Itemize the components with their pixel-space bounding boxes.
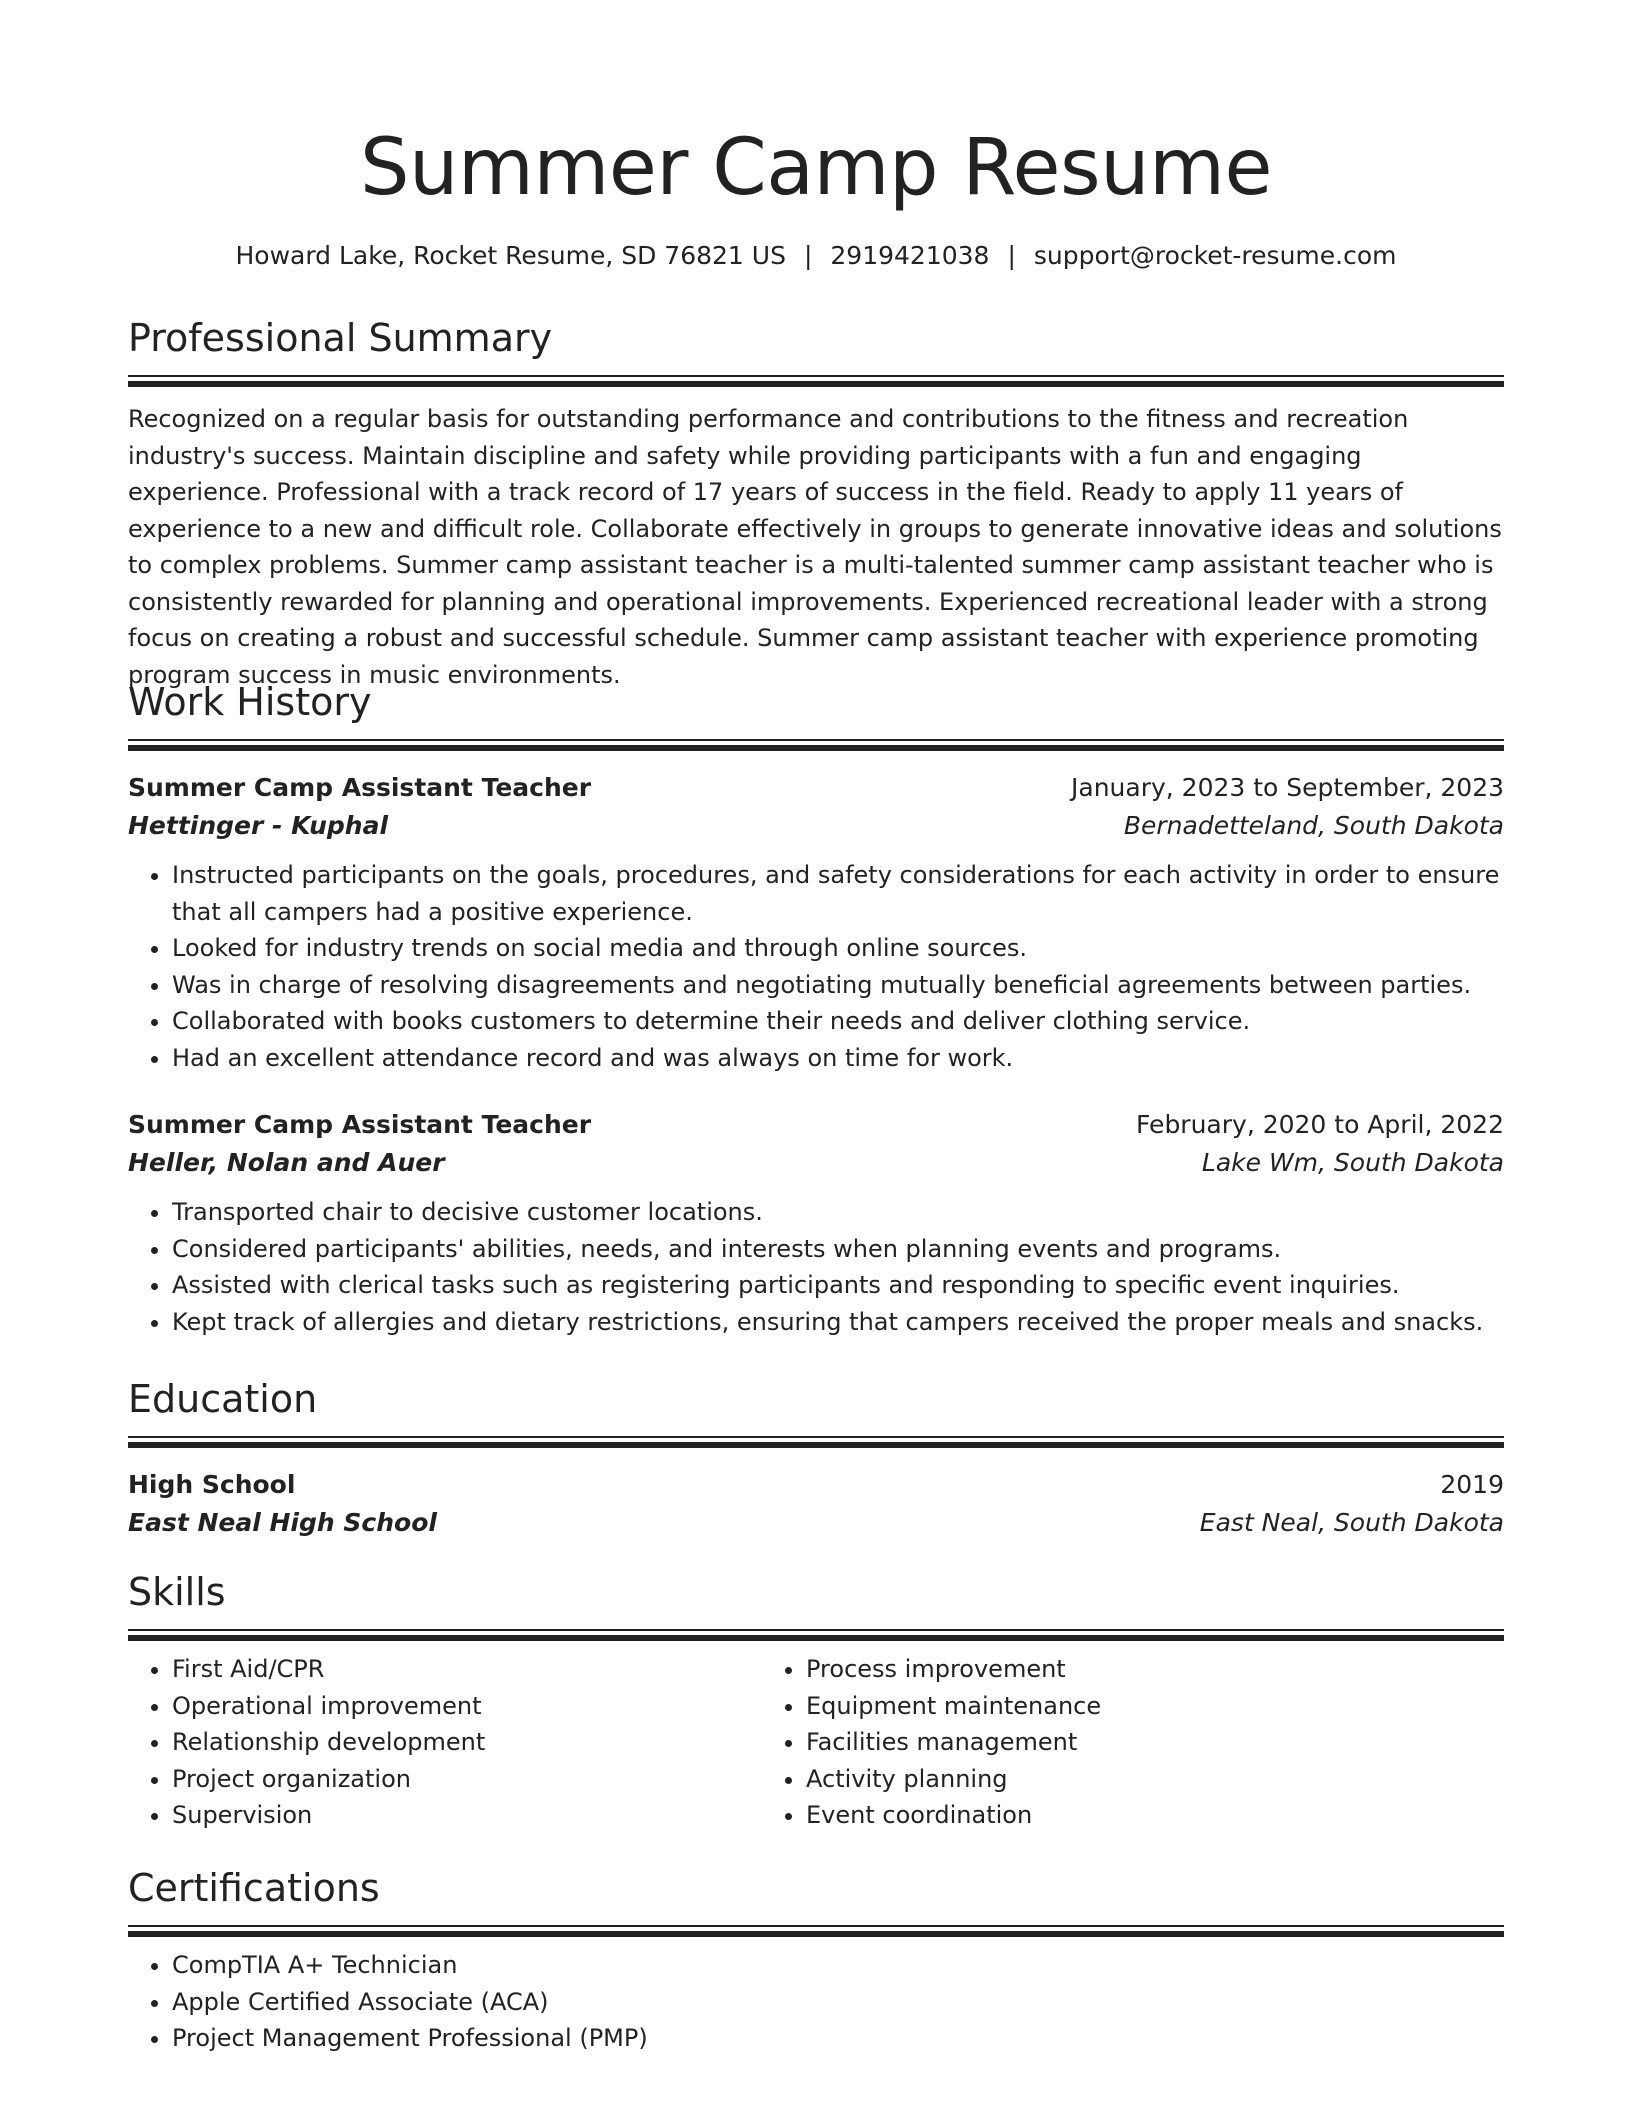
list-item: • Instructed participants on the goals, procedures, and safety considerations for each activity in order to ensure that all campers had a positive experience. bbox=[172, 857, 1504, 930]
list-item: • Had an excellent attendance record and was always on time for work. bbox=[172, 1040, 1504, 1077]
education-section bbox=[128, 1374, 1504, 1542]
section-rule-thick bbox=[128, 1635, 1504, 1641]
section-rule bbox=[128, 1925, 1504, 1927]
job-company: Heller, Nolan and Auer bbox=[128, 1148, 445, 1177]
section-rule bbox=[128, 1436, 1504, 1438]
job-title: Summer Camp Assistant Teacher bbox=[128, 773, 592, 802]
skills-grid bbox=[128, 1651, 1504, 1834]
education-entry bbox=[128, 1466, 1504, 1542]
education-year: 2019 bbox=[1440, 1470, 1504, 1499]
list-item: • Apple Certified Associate (ACA) bbox=[172, 1984, 1504, 2021]
section-heading: Education bbox=[128, 1377, 318, 1421]
skills-list-right bbox=[762, 1651, 1440, 1834]
job-bullets bbox=[128, 857, 1504, 1076]
contact-line bbox=[128, 238, 1504, 274]
list-item: • Supervision bbox=[172, 1797, 762, 1834]
education-subheader bbox=[128, 1504, 1504, 1542]
section-rule-thick bbox=[128, 1931, 1504, 1937]
work-history-section bbox=[128, 677, 1504, 1340]
job-title: Summer Camp Assistant Teacher bbox=[128, 1110, 592, 1139]
list-item: • Kept track of allergies and dietary restrictions, ensuring that campers received the proper meals and snacks. bbox=[172, 1304, 1504, 1341]
section-heading: Work History bbox=[128, 680, 372, 724]
list-item: • Process improvement bbox=[806, 1651, 1440, 1688]
skills-list-left bbox=[128, 1651, 762, 1834]
list-item: • Event coordination bbox=[806, 1797, 1440, 1834]
summary-section bbox=[128, 313, 1504, 693]
job-header bbox=[128, 1106, 1504, 1144]
job-dates: January, 2023 to September, 2023 bbox=[1071, 773, 1504, 802]
list-item: • CompTIA A+ Technician bbox=[172, 1947, 1504, 1984]
job-header bbox=[128, 769, 1504, 807]
certifications-list bbox=[128, 1947, 1504, 2057]
list-item: • Project Management Professional (PMP) bbox=[172, 2020, 1504, 2057]
list-item: • Project organization bbox=[172, 1761, 762, 1798]
section-rule bbox=[128, 739, 1504, 741]
contact-phone: 2919421038 bbox=[830, 241, 990, 270]
list-item: • Assisted with clerical tasks such as registering participants and responding to specific event inquiries. bbox=[172, 1267, 1504, 1304]
section-heading: Skills bbox=[128, 1570, 226, 1614]
section-heading: Professional Summary bbox=[128, 316, 553, 360]
list-item: • Facilities management bbox=[806, 1724, 1440, 1761]
job-dates: February, 2020 to April, 2022 bbox=[1136, 1110, 1504, 1139]
list-item: • Relationship development bbox=[172, 1724, 762, 1761]
education-school: East Neal High School bbox=[128, 1508, 437, 1537]
job-subheader bbox=[128, 807, 1504, 845]
education-location: East Neal, South Dakota bbox=[1199, 1508, 1504, 1537]
contact-separator: | bbox=[1007, 241, 1016, 270]
contact-email: support@rocket-resume.com bbox=[1033, 241, 1397, 270]
job-entry bbox=[128, 769, 1504, 1076]
list-item: • Transported chair to decisive customer locations. bbox=[172, 1194, 1504, 1231]
section-rule bbox=[128, 1629, 1504, 1631]
certifications-section bbox=[128, 1863, 1504, 2057]
summary-text: Recognized on a regular basis for outstanding performance and contributions to the fitness and recreation industry's success. Maintain discipline and safety while providing participants with a fun and engaging experience. Professional with a track record of 17 years of success in the field. Ready to apply 11 years of experience to a new and difficult role. Collaborate effectively in groups to generate innovative ideas and solutions to complex problems. Summer camp assistant teacher is a multi-talented summer camp assistant teacher who is consistently rewarded for planning and operational improvements. Experienced recreational leader with a strong focus on creating a robust and successful schedule. Summer camp assistant teacher with experience promoting program success in music environments. bbox=[128, 405, 1502, 689]
section-rule-thick bbox=[128, 745, 1504, 751]
list-item: • First Aid/CPR bbox=[172, 1651, 762, 1688]
section-heading: Certifications bbox=[128, 1866, 380, 1910]
job-subheader bbox=[128, 1144, 1504, 1182]
job-entry bbox=[128, 1106, 1504, 1340]
list-item: • Equipment maintenance bbox=[806, 1688, 1440, 1725]
resume-title: Summer Camp Resume bbox=[359, 123, 1273, 213]
list-item: • Operational improvement bbox=[172, 1688, 762, 1725]
section-rule-thick bbox=[128, 381, 1504, 387]
education-degree: High School bbox=[128, 1470, 296, 1499]
list-item: • Collaborated with books customers to determine their needs and deliver clothing service. bbox=[172, 1003, 1504, 1040]
job-location: Lake Wm, South Dakota bbox=[1201, 1148, 1504, 1177]
job-company: Hettinger - Kuphal bbox=[128, 811, 389, 840]
job-location: Bernadetteland, South Dakota bbox=[1123, 811, 1504, 840]
skills-section bbox=[128, 1567, 1504, 1834]
section-rule-thick bbox=[128, 1442, 1504, 1448]
list-item: • Considered participants' abilities, needs, and interests when planning events and programs. bbox=[172, 1231, 1504, 1268]
list-item: • Was in charge of resolving disagreements and negotiating mutually beneficial agreements between parties. bbox=[172, 967, 1504, 1004]
section-rule bbox=[128, 375, 1504, 377]
job-bullets bbox=[128, 1194, 1504, 1340]
contact-address: Howard Lake, Rocket Resume, SD 76821 US bbox=[235, 241, 786, 270]
list-item: • Looked for industry trends on social media and through online sources. bbox=[172, 930, 1504, 967]
list-item: • Activity planning bbox=[806, 1761, 1440, 1798]
contact-separator: | bbox=[803, 241, 813, 270]
education-header bbox=[128, 1466, 1504, 1504]
